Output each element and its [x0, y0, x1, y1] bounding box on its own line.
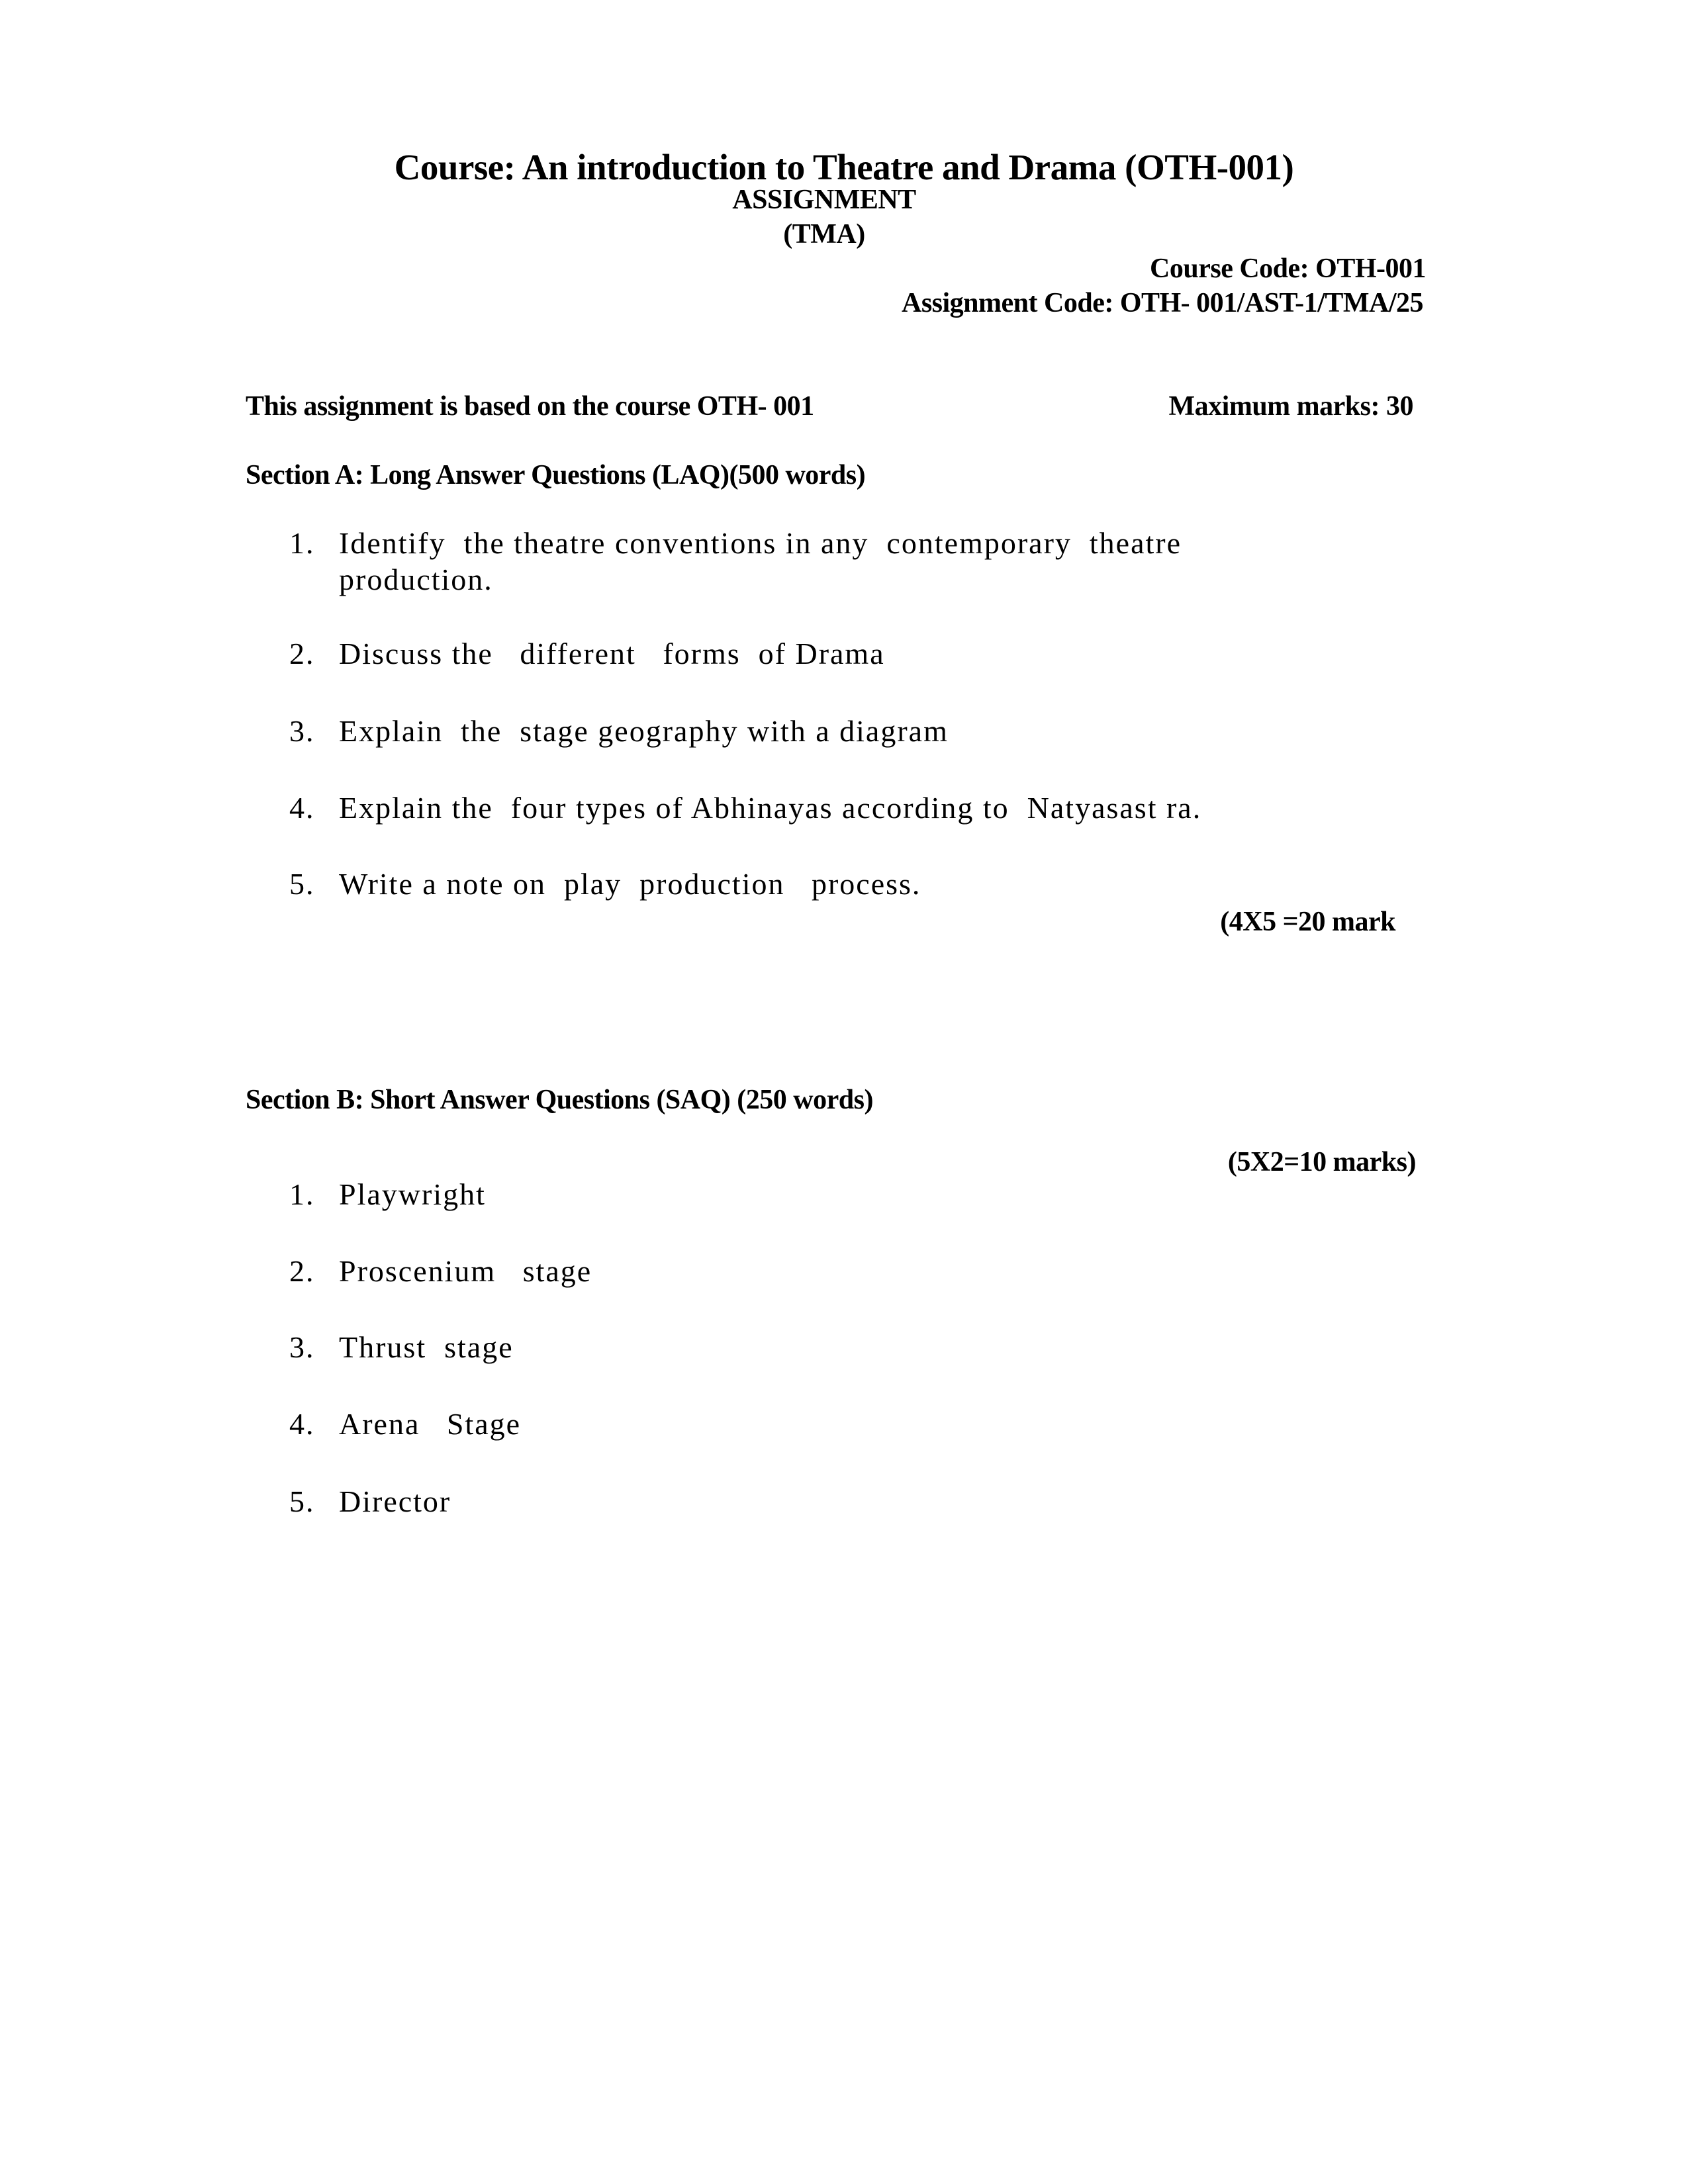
item-number: 2.: [289, 637, 315, 670]
section-b-heading: Section B: Short Answer Questions (SAQ) (250 words): [246, 1085, 873, 1115]
item-number: 4.: [289, 1407, 315, 1441]
item-number: 1.: [289, 526, 315, 560]
item-number: 5.: [289, 1484, 315, 1518]
maximum-marks: Maximum marks: 30: [1168, 391, 1413, 422]
item-text: Arena Stage: [339, 1407, 522, 1441]
item-text: Discuss the different forms of Drama: [339, 637, 885, 670]
item-number: 5.: [289, 867, 315, 901]
item-text: Director: [339, 1484, 451, 1518]
tma-heading: (TMA): [783, 219, 865, 250]
item-number: 3.: [289, 1330, 315, 1364]
item-number: 1.: [289, 1177, 315, 1211]
item-number: 2.: [289, 1254, 315, 1288]
section-a-marks: (4X5 =20 mark: [1220, 907, 1395, 937]
item-number: 4.: [289, 791, 315, 825]
item-text: Write a note on play production process.: [339, 867, 921, 901]
section-a-heading: Section A: Long Answer Questions (LAQ)(500 words): [246, 460, 866, 490]
item-text: Explain the four types of Abhinayas according to Natyasast ra.: [339, 791, 1202, 825]
based-on-text: This assignment is based on the course OTH- 001: [246, 391, 814, 422]
item-text: Thrust stage: [339, 1330, 514, 1364]
page-title: Course: An introduction to Theatre and Drama (OTH-001): [394, 147, 1294, 187]
item-text: Explain the stage geography with a diagram: [339, 714, 949, 748]
section-b-marks: (5X2=10 marks): [1227, 1147, 1416, 1177]
item-text-continued: production.: [339, 563, 493, 596]
assignment-code: Assignment Code: OTH- 001/AST-1/TMA/25: [901, 288, 1423, 318]
item-text: Playwright: [339, 1177, 486, 1211]
item-text: Proscenium stage: [339, 1254, 592, 1288]
item-number: 3.: [289, 714, 315, 748]
item-text: Identify the theatre conventions in any contemporary theatre: [339, 526, 1182, 560]
course-code: Course Code: OTH-001: [1150, 253, 1426, 284]
assignment-heading: ASSIGNMENT: [732, 185, 916, 215]
